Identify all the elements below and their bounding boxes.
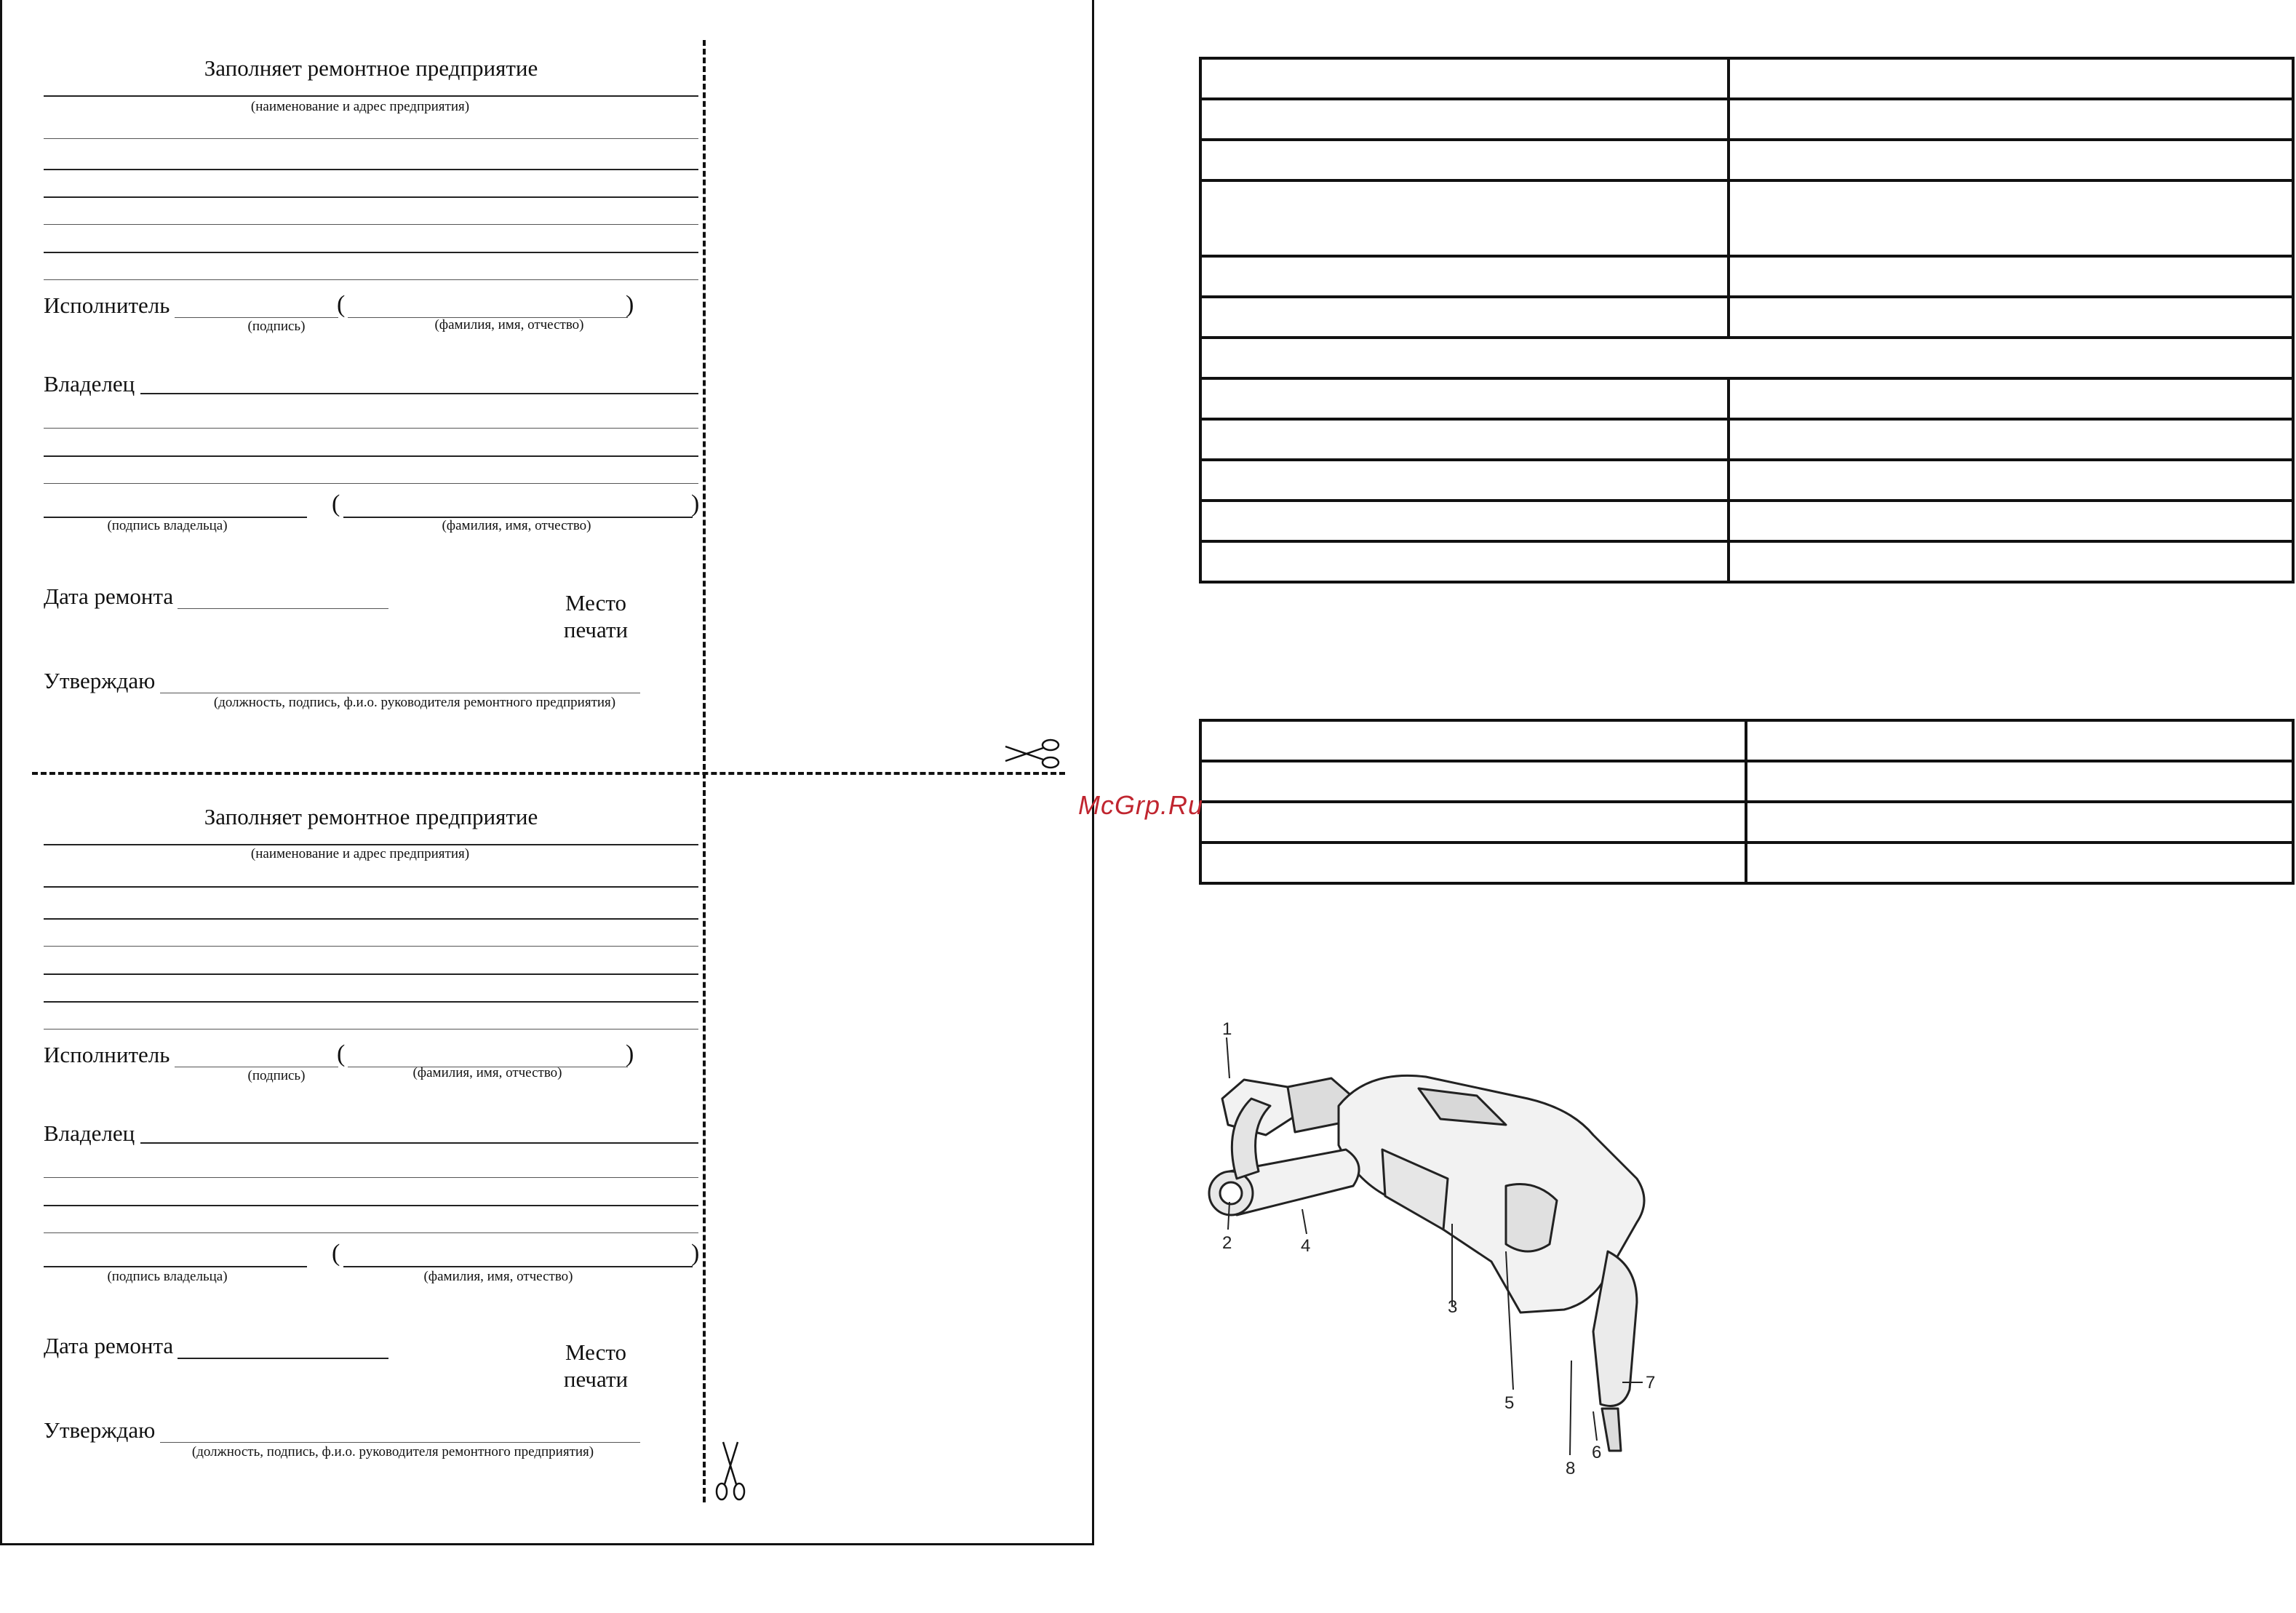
stamp-label: печати	[563, 617, 629, 642]
table-cell	[1729, 501, 2293, 541]
stamp-place	[541, 1339, 650, 1393]
fill-line[interactable]	[44, 455, 698, 457]
table-cell	[1200, 761, 1746, 802]
table-cell	[1200, 720, 1746, 761]
fill-line[interactable]	[44, 279, 698, 280]
callout-number: 2	[1222, 1233, 1232, 1253]
stamp-label: печати	[563, 1366, 629, 1392]
table-cell	[1200, 338, 2293, 378]
fill-line[interactable]	[44, 428, 698, 429]
callout-number: 5	[1504, 1393, 1515, 1413]
stamp-label: Место	[565, 590, 627, 616]
repair-date-field[interactable]	[178, 608, 388, 609]
owner-field[interactable]	[140, 1142, 698, 1144]
table-cell	[1200, 501, 1729, 541]
repair-date-field[interactable]	[178, 1358, 388, 1359]
fill-line[interactable]	[44, 1177, 698, 1178]
callout-number: 8	[1566, 1459, 1576, 1478]
fill-line[interactable]	[44, 973, 698, 975]
repair-date-label: Дата ремонта	[44, 584, 174, 609]
owner-signature-caption: (подпись владельца)	[107, 518, 228, 533]
fill-line[interactable]	[44, 483, 698, 484]
paren-open: (	[337, 1040, 346, 1067]
table-cell	[1729, 99, 2293, 140]
repair-date-label: Дата ремонта	[44, 1333, 174, 1358]
executor-label: Исполнитель	[44, 292, 170, 318]
executor-label: Исполнитель	[44, 1042, 170, 1067]
owner-fio-field[interactable]	[343, 1266, 693, 1267]
table-cell	[1729, 378, 2293, 419]
paren-open: (	[332, 490, 340, 517]
table-cell	[1200, 99, 1729, 140]
form-title: Заполняет ремонтное предприятие	[204, 804, 538, 829]
form-title: Заполняет ремонтное предприятие	[204, 55, 538, 81]
callout-number: 1	[1222, 1019, 1232, 1039]
table-cell	[1729, 419, 2293, 460]
approve-label: Утверждаю	[44, 668, 156, 693]
table-cell	[1200, 460, 1729, 501]
approve-caption: (должность, подпись, ф.и.о. руководителя ремонтного предприятия)	[213, 695, 616, 710]
name-address-caption: (наименование и адрес предприятия)	[250, 99, 470, 114]
callout-leader	[1570, 1361, 1571, 1455]
fio-caption: (фамилия, имя, отчество)	[434, 317, 584, 332]
paren-open: (	[332, 1240, 340, 1267]
fill-line[interactable]	[44, 95, 698, 97]
table-cell	[1200, 378, 1729, 419]
fill-line[interactable]	[44, 169, 698, 170]
table-cell	[1729, 460, 2293, 501]
table-cell	[1200, 843, 1746, 883]
callout-number: 6	[1592, 1443, 1602, 1462]
owner-label: Владелец	[44, 371, 135, 397]
signature-caption: (подпись)	[247, 319, 306, 334]
table-cell	[1200, 297, 1729, 338]
fill-line[interactable]	[44, 138, 698, 139]
table-cell	[1200, 256, 1729, 297]
callout-number: 3	[1448, 1297, 1458, 1317]
approve-field[interactable]	[160, 1442, 640, 1443]
table-cell	[1200, 58, 1729, 99]
paren-close: )	[691, 1240, 700, 1267]
paren-close: )	[691, 490, 700, 517]
callout-number: 4	[1301, 1236, 1311, 1256]
fill-line[interactable]	[44, 946, 698, 947]
paren-close: )	[626, 291, 634, 318]
approve-caption: (должность, подпись, ф.и.о. руководителя ремонтного предприятия)	[191, 1444, 594, 1459]
fill-line[interactable]	[44, 1232, 698, 1233]
callout-number: 7	[1646, 1373, 1656, 1393]
table-cell	[1746, 843, 2293, 883]
table-cell	[1729, 541, 2293, 582]
table-cell	[1729, 256, 2293, 297]
paren-close: )	[626, 1040, 634, 1067]
fill-line[interactable]	[44, 918, 698, 920]
table-cell	[1746, 720, 2293, 761]
owner-field[interactable]	[140, 393, 698, 394]
scissors-icon	[713, 1441, 748, 1502]
owner-signature-caption: (подпись владельца)	[107, 1269, 228, 1284]
rotary-hammer-illustration	[1200, 1019, 1695, 1513]
executor-signature-field[interactable]	[175, 317, 338, 318]
callout-leader	[1227, 1038, 1229, 1078]
paren-open: (	[337, 291, 346, 318]
owner-fio-caption: (фамилия, имя, отчество)	[442, 518, 591, 533]
scissors-icon	[1004, 736, 1062, 771]
stamp-label: Место	[565, 1339, 627, 1365]
fill-line[interactable]	[44, 224, 698, 225]
table-cell	[1729, 180, 2293, 256]
table-cell	[1746, 761, 2293, 802]
fio-caption: (фамилия, имя, отчество)	[412, 1065, 562, 1080]
callout-leader	[1593, 1411, 1597, 1441]
table-cell	[1200, 419, 1729, 460]
fill-line[interactable]	[44, 886, 698, 888]
approve-label: Утверждаю	[44, 1417, 156, 1443]
stamp-place	[541, 589, 650, 643]
fill-line[interactable]	[44, 196, 698, 198]
table-cell	[1200, 140, 1729, 180]
table-cell	[1729, 140, 2293, 180]
fill-line[interactable]	[44, 844, 698, 845]
horizontal-cut-line	[32, 772, 1065, 775]
name-address-caption: (наименование и адрес предприятия)	[250, 846, 470, 861]
callout-leader	[1302, 1209, 1307, 1234]
owner-label: Владелец	[44, 1120, 135, 1146]
table-cell	[1729, 297, 2293, 338]
table-cell	[1200, 180, 1729, 256]
owner-signature-field[interactable]	[44, 1266, 307, 1267]
owner-fio-caption: (фамилия, имя, отчество)	[423, 1269, 573, 1284]
watermark: McGrp.Ru	[1078, 790, 1204, 820]
signature-caption: (подпись)	[247, 1068, 306, 1083]
package-table	[1199, 719, 2295, 885]
table-cell	[1746, 802, 2293, 843]
vertical-cut-line	[703, 40, 706, 1502]
spec-table	[1199, 57, 2295, 584]
fill-line[interactable]	[44, 1001, 698, 1003]
table-cell	[1200, 802, 1746, 843]
fill-line[interactable]	[44, 252, 698, 253]
fill-line[interactable]	[44, 1205, 698, 1206]
table-cell	[1200, 541, 1729, 582]
table-cell	[1729, 58, 2293, 99]
